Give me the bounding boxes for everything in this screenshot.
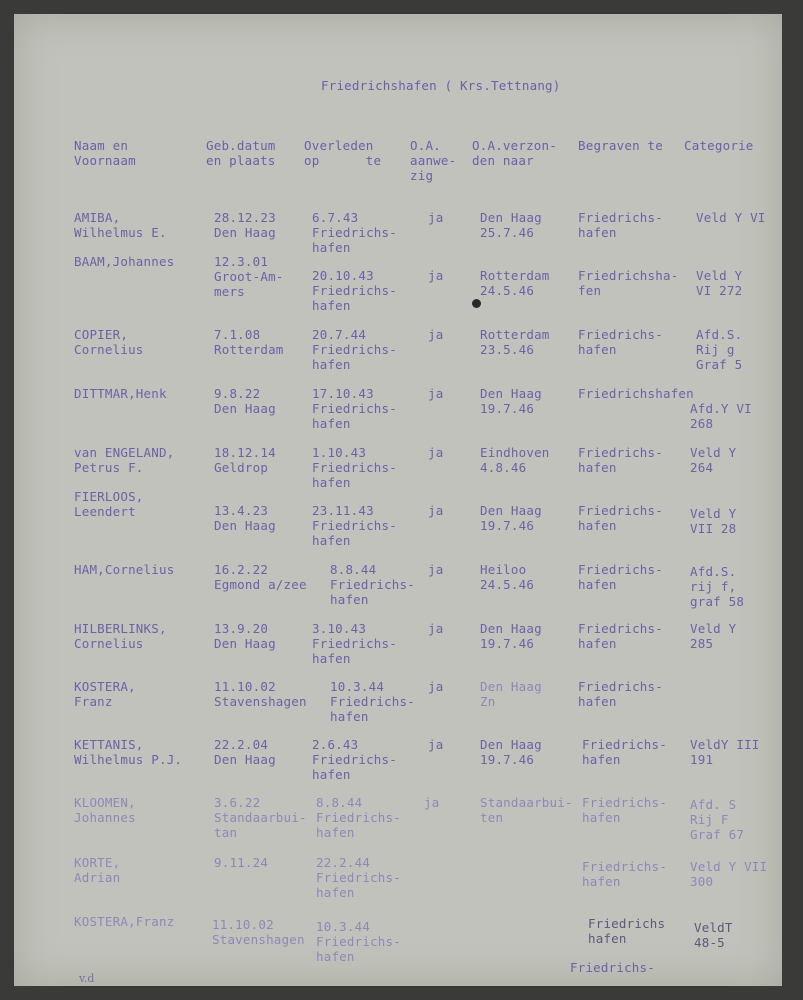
row-5-begr: Friedrichs- hafen [578, 445, 663, 475]
row-12-naam: KORTE, Adrian [74, 855, 121, 885]
row-7-oa: ja [428, 562, 444, 577]
document-page [14, 14, 782, 986]
row-6-verz: Den Haag 19.7.46 [480, 503, 542, 533]
row-1-oa: ja [428, 210, 444, 225]
row-7-cat: Afd.S. rij f, graf 58 [690, 564, 745, 609]
row-3-naam: COPIER, Cornelius [74, 327, 144, 357]
row-9-oa: ja [428, 679, 444, 694]
row-11-oa: ja [424, 795, 440, 810]
header-geb: Geb.datum en plaats [206, 138, 276, 168]
row-11-begr: Friedrichs- hafen [582, 795, 667, 825]
row-2-oa: ja [428, 268, 444, 283]
row-9-naam: KOSTERA, Franz [74, 679, 136, 709]
row-2-overl: 20.10.43 Friedrichs- hafen [312, 268, 397, 313]
row-7-overl: 8.8.44 Friedrichs- hafen [330, 562, 415, 607]
row-6-oa: ja [428, 503, 444, 518]
header-naam: Naam en Voornaam [74, 138, 136, 168]
row-8-cat: Veld Y 285 [690, 621, 737, 651]
row-4-verz: Den Haag 19.7.46 [480, 386, 542, 416]
row-12-overl: 22.2.44 Friedrichs- hafen [316, 855, 401, 900]
row-8-naam: HILBERLINKS, Cornelius [74, 621, 167, 651]
row-10-cat: VeldY III 191 [690, 737, 760, 767]
row-9-verz: Den Haag Zn [480, 679, 542, 709]
row-10-begr: Friedrichs- hafen [582, 737, 667, 767]
row-6-geb: 13.4.23 Den Haag [214, 503, 276, 533]
row-7-geb: 16.2.22 Egmond a/zee [214, 562, 307, 592]
row-4-oa: ja [428, 386, 444, 401]
row-12-begr: Friedrichs- hafen [582, 859, 667, 889]
row-5-cat: Veld Y 264 [690, 445, 737, 475]
row-13-begr: Friedrichs hafen [588, 916, 666, 946]
row-12-geb: 9.11.24 [214, 855, 269, 870]
row-13-naam: KOSTERA,Franz [74, 914, 175, 929]
row-13-cat: VeldT 48-5 [694, 920, 733, 950]
row-6-overl: 23.11.43 Friedrichs- hafen [312, 503, 397, 548]
ink-blot [472, 299, 481, 308]
row-3-overl: 20.7.44 Friedrichs- hafen [312, 327, 397, 372]
row-3-verz: Rotterdam 23.5.46 [480, 327, 550, 357]
row-9-geb: 11.10.02 Stavenshagen [214, 679, 307, 709]
row-1-begr: Friedrichs- hafen [578, 210, 663, 240]
row-2-cat: Veld Y VI 272 [696, 268, 743, 298]
row-13-geb: 11.10.02 Stavenshagen [212, 917, 305, 947]
row-4-cat: Afd.Y VI 268 [690, 401, 752, 431]
row-8-overl: 3.10.43 Friedrichs- hafen [312, 621, 397, 666]
row-1-verz: Den Haag 25.7.46 [480, 210, 542, 240]
row-10-geb: 22.2.04 Den Haag [214, 737, 276, 767]
row-5-verz: Eindhoven 4.8.46 [480, 445, 550, 475]
row-8-geb: 13.9.20 Den Haag [214, 621, 276, 651]
row-11-naam: KLOOMEN, Johannes [74, 795, 136, 825]
row-1-geb: 28.12.23 Den Haag [214, 210, 276, 240]
header-verz: O.A.verzon- den naar [472, 138, 557, 168]
row-3-oa: ja [428, 327, 444, 342]
row-1-naam: AMIBA, Wilhelmus E. [74, 210, 167, 240]
row-1-cat: Veld Y VI [696, 210, 766, 225]
row-11-geb: 3.6.22 Standaarbui- tan [214, 795, 307, 840]
row-4-begr: Friedrichshafen [578, 386, 694, 401]
row-2-geb: 12.3.01 Groot-Am- mers [214, 254, 284, 299]
row-5-overl: 1.10.43 Friedrichs- hafen [312, 445, 397, 490]
row-7-verz: Heiloo 24.5.46 [480, 562, 535, 592]
row-8-verz: Den Haag 19.7.46 [480, 621, 542, 651]
row-5-geb: 18.12.14 Geldrop [214, 445, 276, 475]
row-7-naam: HAM,Cornelius [74, 562, 175, 577]
row-2-verz: Rotterdam 24.5.46 [480, 268, 550, 298]
header-begr: Begraven te [578, 138, 663, 153]
row-2-naam: BAAM,Johannes [74, 254, 175, 269]
row-2-begr: Friedrichsha- fen [578, 268, 679, 298]
row-10-verz: Den Haag 19.7.46 [480, 737, 542, 767]
row-10-naam: KETTANIS, Wilhelmus P.J. [74, 737, 183, 767]
footer-text: Friedrichs- [570, 960, 655, 975]
handwritten-mark: v.d [79, 972, 95, 985]
row-5-naam: van ENGELAND, Petrus F. [74, 445, 175, 475]
row-4-naam: DITTMAR,Henk [74, 386, 167, 401]
row-6-begr: Friedrichs- hafen [578, 503, 663, 533]
row-4-overl: 17.10.43 Friedrichs- hafen [312, 386, 397, 431]
header-overl: Overleden op te [304, 138, 382, 168]
row-10-overl: 2.6.43 Friedrichs- hafen [312, 737, 397, 782]
header-oa: O.A. aanwe- zig [410, 138, 457, 183]
row-8-begr: Friedrichs- hafen [578, 621, 663, 651]
row-3-begr: Friedrichs- hafen [578, 327, 663, 357]
row-10-oa: ja [428, 737, 444, 752]
row-9-begr: Friedrichs- hafen [578, 679, 663, 709]
row-9-overl: 10.3.44 Friedrichs- hafen [330, 679, 415, 724]
row-12-cat: Veld Y VII 300 [690, 859, 768, 889]
row-5-oa: ja [428, 445, 444, 460]
row-3-cat: Afd.S. Rij g Graf 5 [696, 327, 743, 372]
row-13-overl: 10.3.44 Friedrichs- hafen [316, 919, 401, 964]
header-cat: Categorie [684, 138, 754, 153]
row-11-verz: Standaarbui- ten [480, 795, 573, 825]
row-1-overl: 6.7.43 Friedrichs- hafen [312, 210, 397, 255]
document-title: Friedrichshafen ( Krs.Tettnang) [321, 78, 561, 93]
row-7-begr: Friedrichs- hafen [578, 562, 663, 592]
row-11-overl: 8.8.44 Friedrichs- hafen [316, 795, 401, 840]
row-4-geb: 9.8.22 Den Haag [214, 386, 276, 416]
row-6-naam: FIERLOOS, Leendert [74, 489, 144, 519]
row-11-cat: Afd. S Rij F Graf 67 [690, 797, 745, 842]
row-6-cat: Veld Y VII 28 [690, 506, 737, 536]
row-8-oa: ja [428, 621, 444, 636]
row-3-geb: 7.1.08 Rotterdam [214, 327, 284, 357]
